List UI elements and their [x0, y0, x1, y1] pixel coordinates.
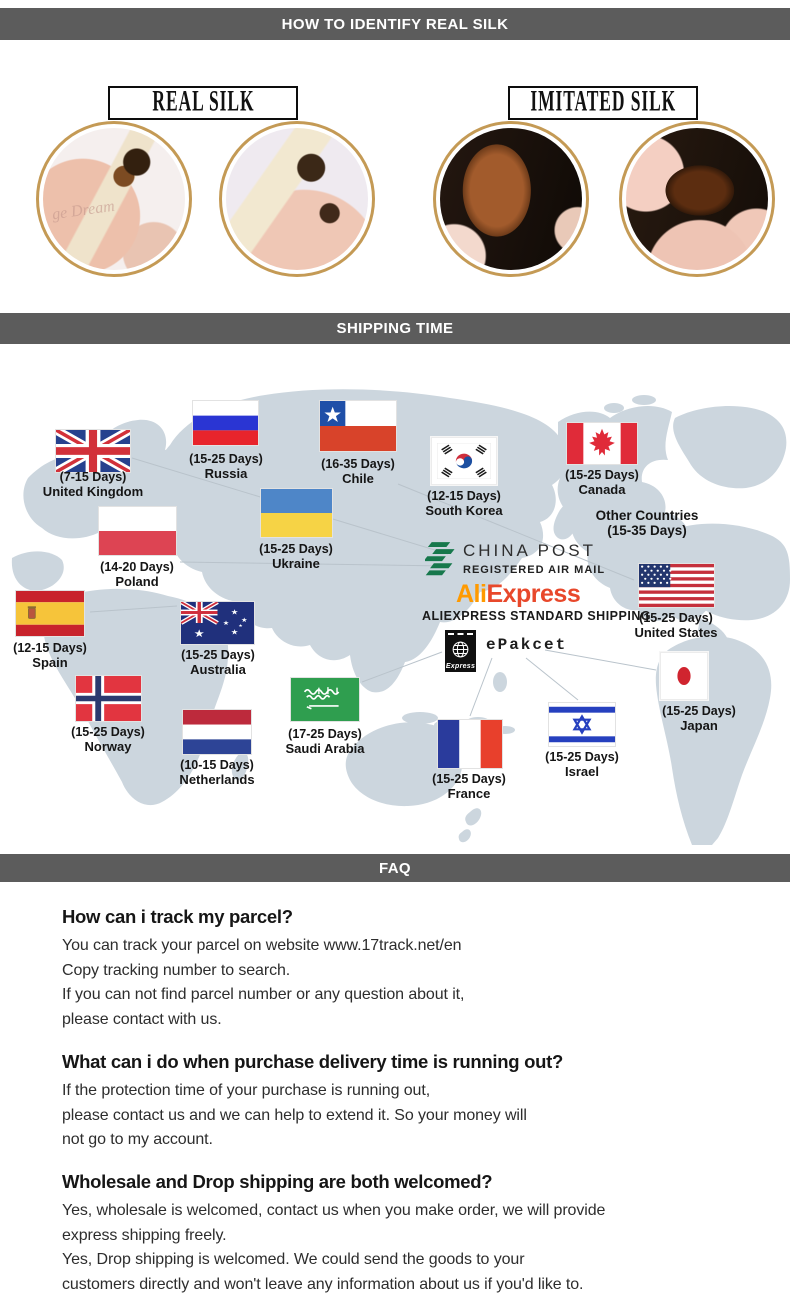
epacket-label: ePakcet — [486, 636, 568, 654]
country-name: Canada — [578, 481, 626, 497]
shipping-days: (15-25 Days) — [181, 648, 255, 662]
imitated-silk-photo-1 — [433, 121, 589, 277]
country-name: South Korea — [425, 502, 503, 518]
real-silk-burn-test-image-1 — [43, 128, 185, 270]
country-name: Israel — [565, 763, 599, 779]
faq-answer-line: express shipping freely. — [62, 1226, 227, 1244]
shipping-days: (15-25 Days) — [662, 704, 736, 718]
shipping-days: (15-25 Days) — [71, 725, 145, 739]
section-header-shipping-time: SHIPPING TIME — [0, 313, 790, 344]
faq-answer-line: If you can not find parcel number or any question about it, — [62, 986, 465, 1003]
aliexpress-brand-express: Express — [486, 580, 581, 608]
faq-question: How can i track my parcel? — [62, 906, 293, 927]
faq-item — [62, 1051, 732, 1153]
country-name: Spain — [32, 654, 68, 670]
country-name: Chile — [342, 470, 374, 486]
shipping-days: (16-35 Days) — [321, 457, 395, 471]
imitated-silk-photo-2 — [619, 121, 775, 277]
shipping-days: (15-25 Days) — [259, 542, 333, 556]
shipping-days: (10-15 Days) — [180, 758, 254, 772]
faq-answer-line: customers directly and won't leave any information about us if you'd like to. — [62, 1275, 584, 1293]
faq-answer-line: If the protection time of your purchase is running out, — [62, 1082, 431, 1099]
svg-text:★: ★ — [222, 619, 230, 627]
faq-item — [62, 906, 732, 1032]
country-name: Russia — [204, 465, 248, 481]
country-name: United States — [634, 624, 718, 640]
country-name: Australia — [190, 661, 246, 677]
aliexpress-subtitle: ALIEXPRESS STANDARD SHIPPING — [422, 609, 652, 623]
aliexpress-brand-ali: Ali — [456, 580, 487, 608]
china-post-subtitle: REGISTERED AIR MAIL — [463, 564, 606, 576]
real-silk-label — [108, 86, 298, 120]
country-name: Norway — [84, 738, 132, 754]
watermark: ge Dream — [50, 197, 116, 224]
faq-question: What can i do when purchase delivery time is running out? — [62, 1051, 563, 1072]
imitated-silk-burn-test-image-2 — [626, 128, 768, 270]
country-name: United Kingdom — [42, 483, 144, 499]
other-countries-line1: Other Countries — [595, 508, 699, 523]
shipping-days: (15-25 Days) — [639, 611, 713, 625]
shipping-days: (15-25 Days) — [545, 750, 619, 764]
shipping-days: (14-20 Days) — [100, 560, 174, 574]
imitated-silk-burn-test-image-1 — [440, 128, 582, 270]
shipping-days: (15-25 Days) — [432, 772, 506, 786]
shipping-days: (7-15 Days) — [59, 470, 127, 484]
section-header-faq: FAQ — [0, 854, 790, 882]
epacket-badge-text: Express — [445, 663, 476, 670]
shipping-days: (15-25 Days) — [565, 468, 639, 482]
faq-answer-line: Copy tracking number to search. — [62, 961, 291, 979]
faq-question: Wholesale and Drop shipping are both welcomed? — [62, 1171, 493, 1192]
imitated-silk-label — [508, 86, 698, 120]
shipping-days: (17-25 Days) — [288, 727, 362, 741]
svg-text:★: ★ — [238, 624, 243, 630]
faq-answer-line: not go to my account. — [62, 1131, 213, 1148]
svg-text:★: ★ — [230, 628, 239, 637]
imitated-silk-label-text: IMITATED SILK — [530, 85, 676, 119]
faq-answer-line: please contact us and we can help to extend it. So your money will — [62, 1106, 527, 1124]
faq-answer-line: Yes, Drop shipping is welcomed. We could send the goods to your — [62, 1251, 525, 1268]
svg-text:★: ★ — [193, 627, 205, 640]
country-name: Poland — [115, 573, 159, 589]
other-countries-line2: (15-35 Days) — [607, 523, 687, 538]
country-name: Japan — [680, 717, 718, 733]
svg-text:★: ★ — [241, 616, 248, 624]
country-name: Netherlands — [179, 771, 255, 787]
real-silk-photo-1 — [36, 121, 192, 277]
svg-text:★: ★ — [230, 608, 239, 617]
china-post-title: CHINA POST — [463, 541, 596, 560]
real-silk-photo-2 — [219, 121, 375, 277]
section-header-identify-silk: HOW TO IDENTIFY REAL SILK — [0, 8, 790, 40]
real-silk-burn-test-image-2 — [226, 128, 368, 270]
faq-answer-line: You can track your parcel on website www.17track.net/en — [62, 937, 462, 954]
country-name: Saudi Arabia — [285, 740, 365, 756]
faq-answer-line: please contact with us. — [62, 1010, 222, 1028]
real-silk-label-text: REAL SILK — [151, 85, 255, 119]
shipping-days: (15-25 Days) — [189, 452, 263, 466]
country-name: Ukraine — [272, 555, 320, 571]
country-name: France — [447, 785, 491, 801]
shipping-days: (12-15 Days) — [13, 641, 87, 655]
shipping-days: (12-15 Days) — [427, 489, 501, 503]
faq-item — [62, 1171, 732, 1297]
faq-answer-line: Yes, wholesale is welcomed, contact us when you make order, we will provide — [62, 1202, 606, 1219]
